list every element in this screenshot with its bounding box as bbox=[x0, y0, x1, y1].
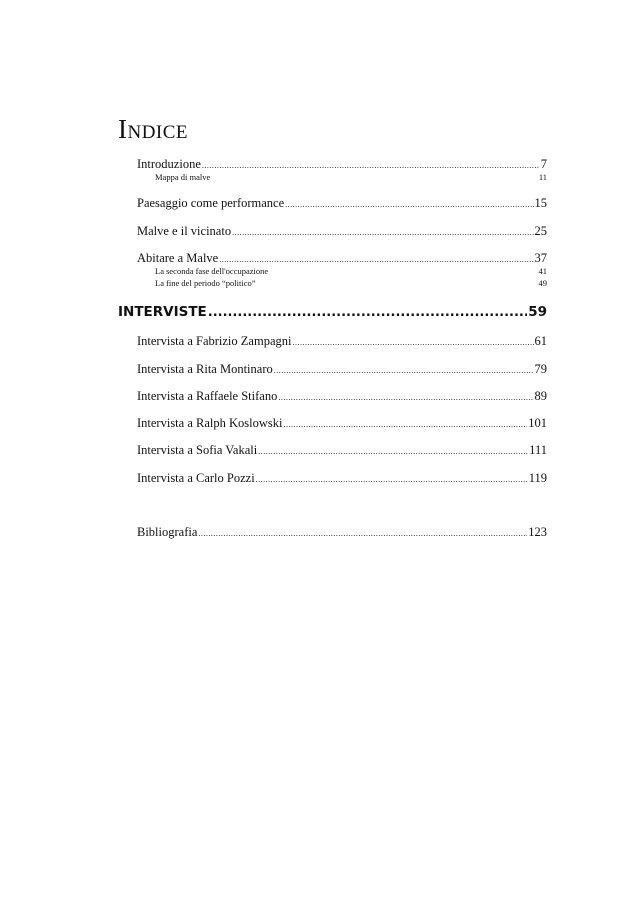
toc-entry-label: Intervista a Carlo Pozzi bbox=[137, 471, 255, 485]
toc-leader-dots bbox=[274, 364, 534, 378]
toc-entry-koslowski bbox=[137, 416, 547, 432]
toc-entry-paesaggio bbox=[137, 196, 547, 212]
toc-leader-dots bbox=[283, 418, 527, 432]
toc-leader-dots bbox=[278, 391, 533, 405]
toc-entry-page: 79 bbox=[534, 362, 547, 376]
toc-leader-dots bbox=[219, 253, 533, 267]
toc-leader-dots bbox=[258, 445, 528, 459]
toc-subentry-mappa bbox=[155, 172, 547, 182]
toc-entry-introduzione bbox=[137, 157, 547, 173]
toc-entry-page: 37 bbox=[534, 251, 547, 265]
toc-entry-label: Intervista a Rita Montinaro bbox=[137, 362, 273, 376]
toc-entry-label: Intervista a Fabrizio Zampagni bbox=[137, 334, 292, 348]
toc-leader-dots bbox=[232, 226, 533, 240]
toc-entry-page: 111 bbox=[529, 443, 547, 457]
toc-entry-bibliografia bbox=[137, 525, 547, 541]
toc-section-label: INTERVISTE bbox=[118, 304, 207, 320]
toc-entry-page: 101 bbox=[528, 416, 547, 430]
toc-entry-label: Introduzione bbox=[137, 157, 201, 171]
toc-leader-dots bbox=[285, 198, 533, 212]
toc-entry-vicinato bbox=[137, 224, 547, 240]
toc-entry-zampagni bbox=[137, 334, 547, 350]
toc-entry-page: 41 bbox=[538, 266, 547, 276]
toc-entry-montinaro bbox=[137, 362, 547, 378]
toc-entry-page: 11 bbox=[538, 172, 547, 182]
toc-section-page: 59 bbox=[528, 304, 547, 320]
toc-leader-dots bbox=[256, 473, 528, 487]
toc-leader-dots bbox=[202, 159, 540, 173]
toc-entry-label: Mappa di malve bbox=[155, 172, 211, 182]
toc-leader-dots bbox=[198, 527, 527, 541]
toc-entry-page: 61 bbox=[534, 334, 547, 348]
toc-entry-page: 7 bbox=[540, 157, 547, 171]
toc-entry-abitare bbox=[137, 251, 547, 267]
toc-subentry-seconda-fase bbox=[155, 266, 547, 276]
toc-entry-label: Bibliografia bbox=[137, 525, 198, 539]
toc-entry-label: Malve e il vicinato bbox=[137, 224, 232, 238]
toc-entry-label: Intervista a Raffaele Stifano bbox=[137, 389, 278, 403]
toc-entry-label: La fine del periodo “politico” bbox=[155, 278, 256, 288]
toc-section-interviste bbox=[118, 304, 547, 321]
toc-leader-dots bbox=[208, 305, 527, 321]
toc-entry-page: 89 bbox=[534, 389, 547, 403]
toc-entry-page: 49 bbox=[538, 278, 547, 288]
toc-title: Indice bbox=[118, 114, 189, 144]
toc-entry-label: Paesaggio come performance bbox=[137, 196, 285, 210]
toc-leader-dots bbox=[292, 336, 533, 350]
toc-subentry-fine-periodo bbox=[155, 278, 547, 288]
toc-entry-vakali bbox=[137, 443, 547, 459]
toc-entry-page: 123 bbox=[528, 525, 547, 539]
toc-entry-label: La seconda fase dell'occupazione bbox=[155, 266, 269, 276]
toc-entry-page: 119 bbox=[528, 471, 547, 485]
toc-entry-label: Abitare a Malve bbox=[137, 251, 219, 265]
toc-entry-label: Intervista a Sofia Vakali bbox=[137, 443, 258, 457]
toc-entry-pozzi bbox=[137, 471, 547, 487]
toc-entry-page: 15 bbox=[534, 196, 547, 210]
toc-entry-label: Intervista a Ralph Koslowski bbox=[137, 416, 283, 430]
toc-entry-stifano bbox=[137, 389, 547, 405]
toc-entry-page: 25 bbox=[534, 224, 547, 238]
